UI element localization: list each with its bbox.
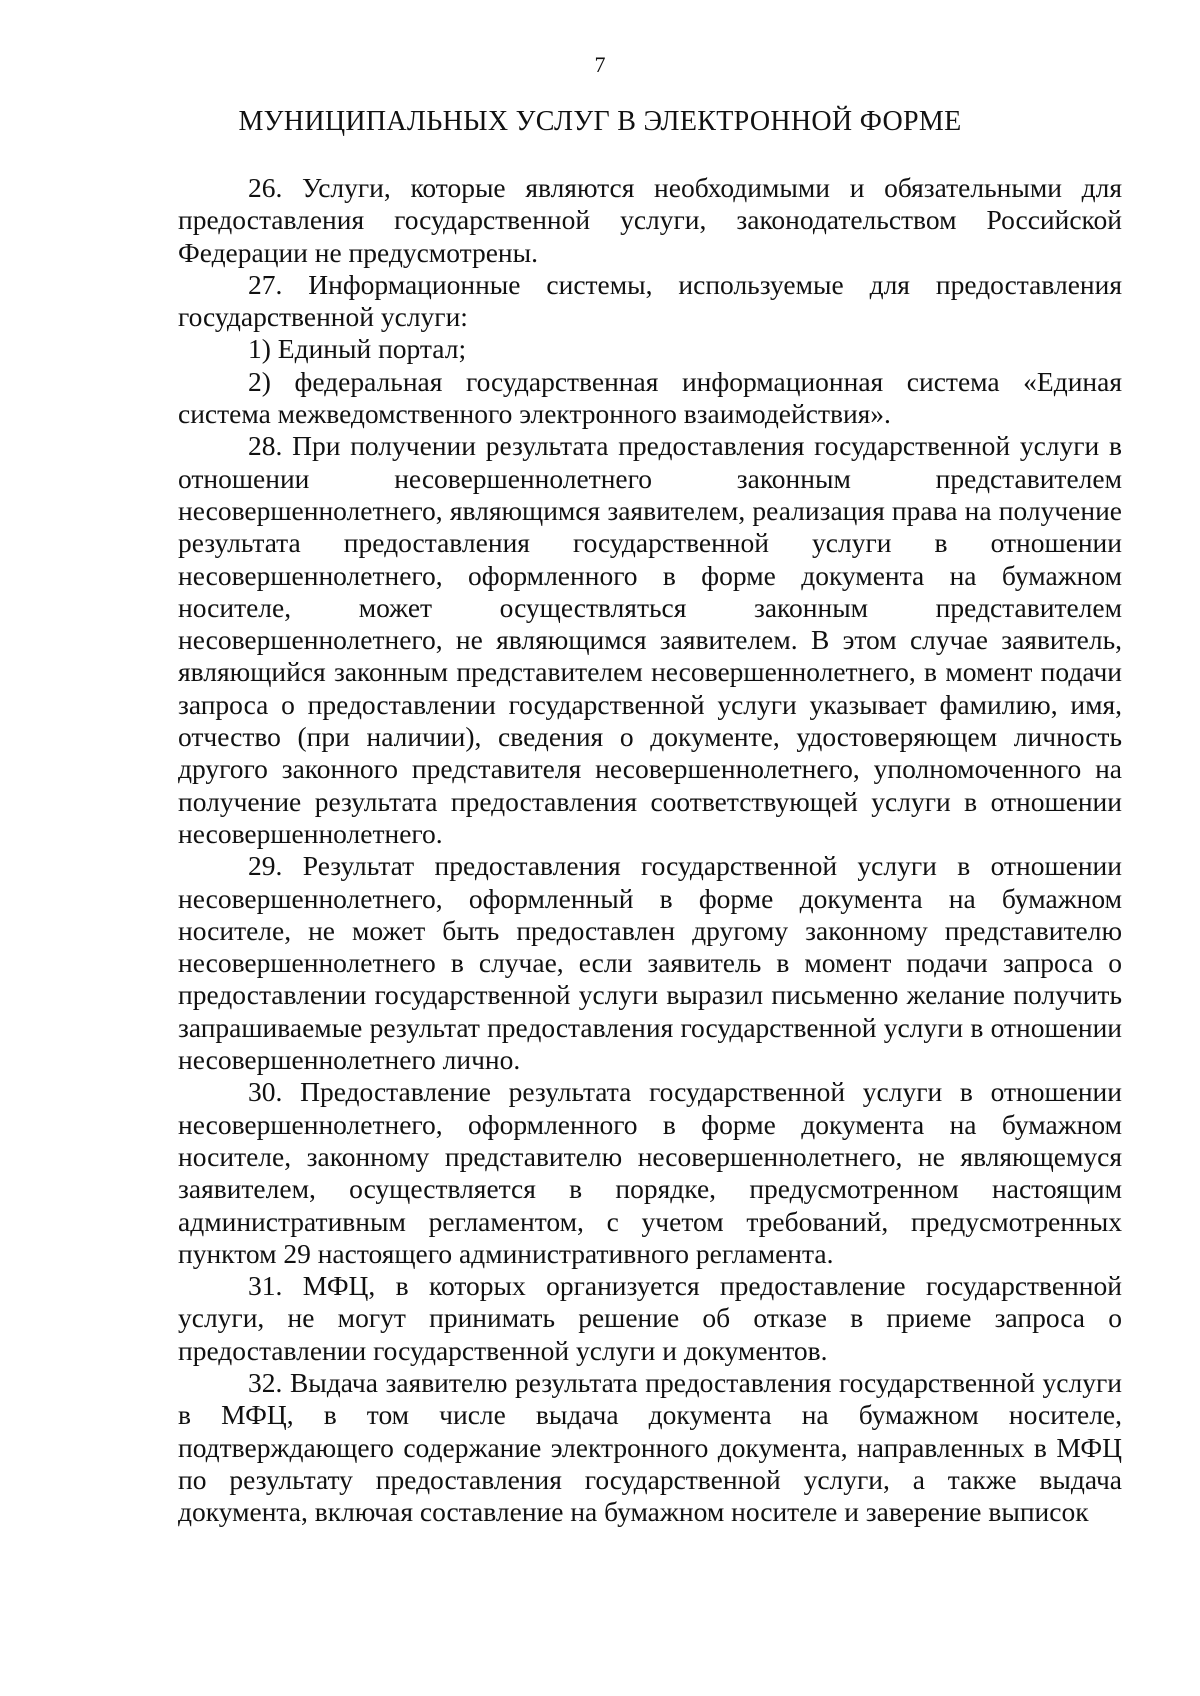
paragraph-32: 32. Выдача заявителю результата предоставления государственной услуги в МФЦ, в том числе выдача документа на бумажном носителе, подтверждающего содержание электронного документа, направленных в МФЦ по результату предоставления государственной услуги, а также выдача документа, включая составление на бумажном носителе и заверение выписок xyxy=(178,1366,1122,1528)
paragraph-26: 26. Услуги, которые являются необходимыми и обязательными для предоставления государственной услуги, законодательством Российской Федерации не предусмотрены. xyxy=(178,172,1122,268)
paragraph-28: 28. При получении результата предоставления государственной услуги в отношении несовершеннолетнего законным представителем несовершеннолетнего, являющимся заявителем, реализация права на получение результата предоставления государственной услуги в отношении несовершеннолетнего, оформленного в форме документа на бумажном носителе, может осуществляться законным представителем несовершеннолетнего, не являющимся заявителем. В этом случае заявитель, являющийся законным представителем несовершеннолетнего, в момент подачи запроса о предоставлении государственной услуги указывает фамилию, имя, отчество (при наличии), сведения о документе, удостоверяющем личность другого законного представителя несовершеннолетнего, уполномоченного на получение результата предоставления соответствующей услуги в отношении несовершеннолетнего. xyxy=(178,430,1122,849)
document-body xyxy=(178,172,1122,1528)
paragraph-29: 29. Результат предоставления государственной услуги в отношении несовершеннолетнего, оформленный в форме документа на бумажном носителе, не может быть предоставлен другому законному представителю несовершеннолетнего в случае, если заявитель в момент подачи запроса о предоставлении государственной услуги выразил письменно желание получить запрашиваемые результат предоставления государственной услуги в отношении несовершеннолетнего лично. xyxy=(178,850,1122,1076)
paragraph-30: 30. Предоставление результата государственной услуги в отношении несовершеннолетнего, оформленного в форме документа на бумажном носителе, законному представителю несовершеннолетнего, не являющемуся заявителем, осуществляется в порядке, предусмотренном настоящим административным регламентом, с учетом требований, предусмотренных пунктом 29 настоящего административного регламента. xyxy=(178,1076,1122,1269)
list-item-1: 1) Единый портал; xyxy=(248,333,467,365)
list-item-2: 2) федеральная государственная информационная система «Единая система межведомственного электронного взаимодействия». xyxy=(178,365,1122,430)
paragraph-31: 31. МФЦ, в которых организуется предоставление государственной услуги, не могут принимать решение об отказе в приеме запроса о предоставлении государственной услуги и документов. xyxy=(178,1270,1122,1366)
page-number: 7 xyxy=(594,52,606,77)
section-heading: МУНИЦИПАЛЬНЫХ УСЛУГ В ЭЛЕКТРОННОЙ ФОРМЕ xyxy=(238,106,962,137)
paragraph-27: 27. Информационные системы, используемые для предоставления государственной услуги: xyxy=(178,268,1122,333)
